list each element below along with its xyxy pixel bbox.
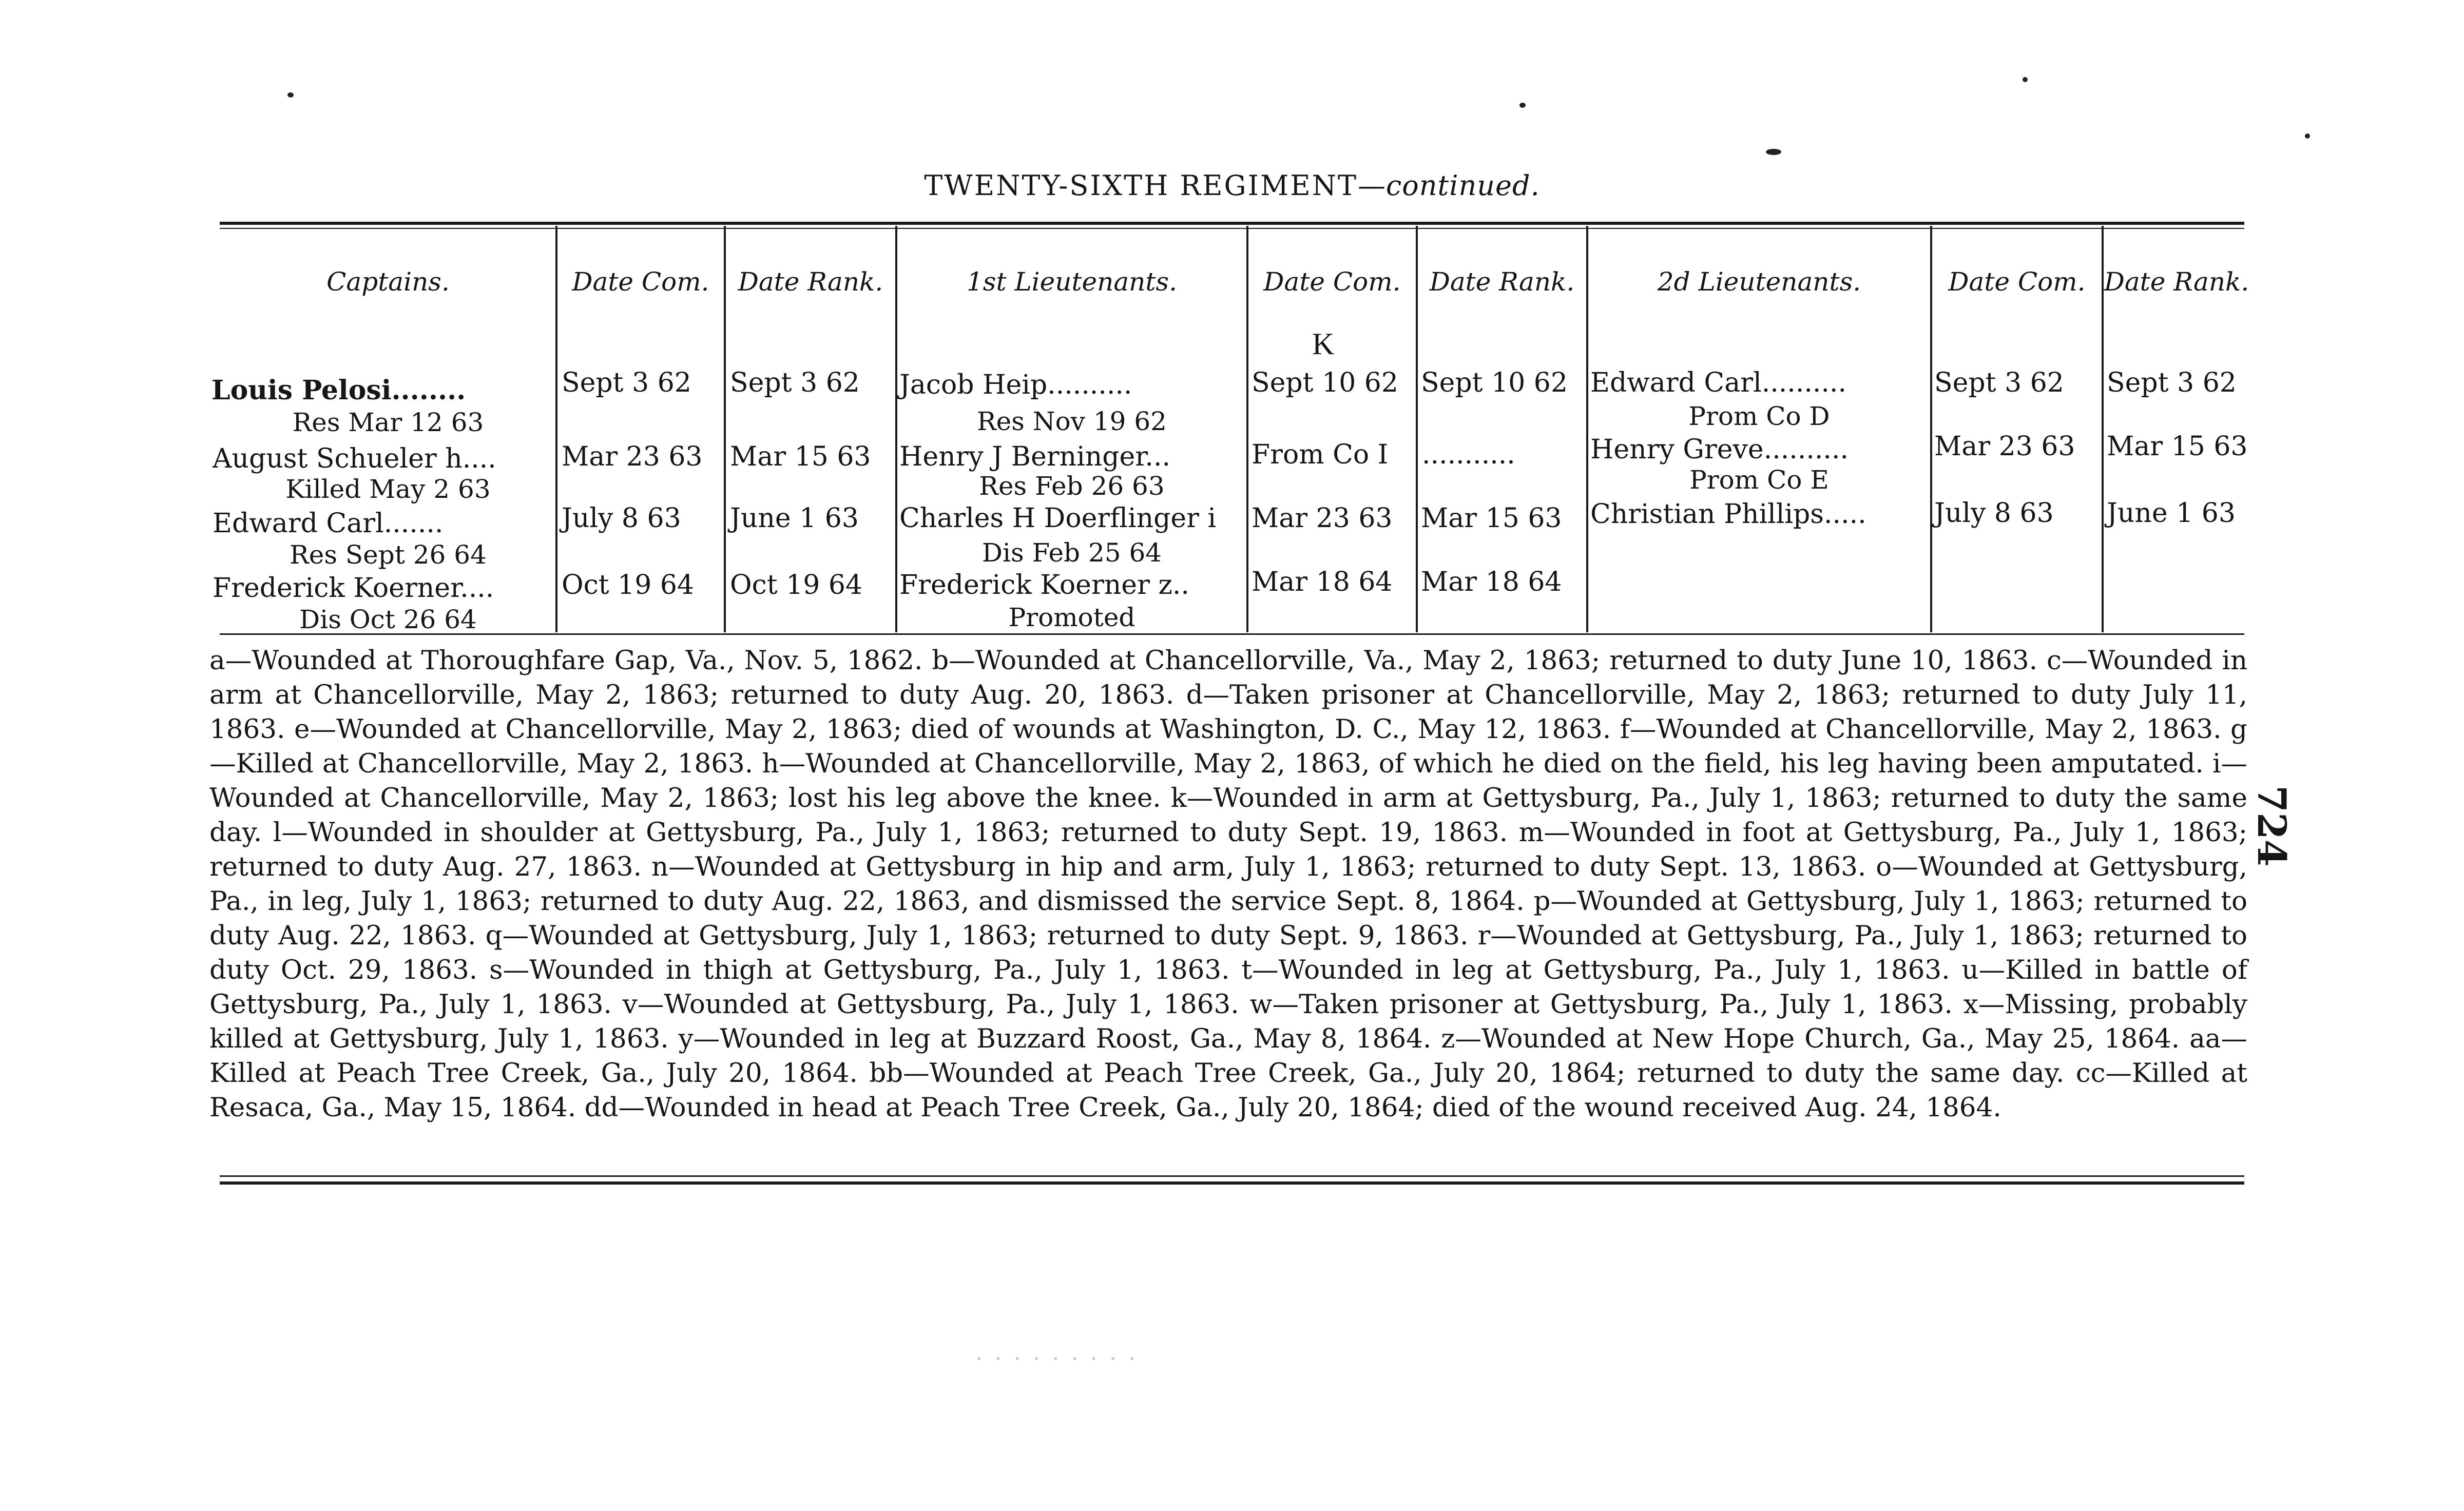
first-lieutenant-date-rank: Sept 10 62 <box>1421 367 1568 398</box>
captain-date-rank: Sept 3 62 <box>730 367 860 398</box>
first-lieutenant-note: Promoted <box>1008 603 1135 632</box>
first-lieutenant-name: Henry J Berninger... <box>899 441 1171 472</box>
header-date-rank-1: Date Rank. <box>738 267 883 297</box>
captain-name: Louis Pelosi........ <box>211 375 466 406</box>
first-lieutenant-date-com: From Co I <box>1252 439 1389 470</box>
header-date-com-3: Date Com. <box>1948 267 2086 297</box>
second-lieutenant-note: Prom Co E <box>1689 465 1829 495</box>
header-captains: Captains. <box>326 267 450 297</box>
captain-date-com: Mar 23 63 <box>562 441 703 472</box>
captain-date-rank: Mar 15 63 <box>730 441 871 472</box>
bleed-through-text: · · · · · · · · · <box>975 1345 1138 1372</box>
captain-date-com: Sept 3 62 <box>562 367 691 398</box>
second-lieutenant-date-com: Sept 3 62 <box>1934 367 2064 398</box>
first-lieutenant-name: Frederick Koerner z.. <box>899 570 1189 600</box>
table-bottom-rule <box>220 1175 2244 1177</box>
scan-speck <box>287 92 294 98</box>
first-lieutenant-note: Res Nov 19 62 <box>977 406 1167 436</box>
captain-note: Killed May 2 63 <box>285 474 491 504</box>
header-second-lieutenants: 2d Lieutenants. <box>1657 267 1861 297</box>
second-lieutenant-date-rank: Sept 3 62 <box>2107 367 2237 398</box>
first-lieutenant-date-rank: ........... <box>1422 439 1515 470</box>
captain-name: Frederick Koerner.... <box>213 573 494 604</box>
captain-note: Res Sept 26 64 <box>290 540 487 570</box>
first-lieutenant-date-com: Mar 18 64 <box>1252 567 1393 597</box>
captain-note: Res Mar 12 63 <box>292 408 484 437</box>
captain-date-rank: June 1 63 <box>730 503 859 534</box>
second-lieutenant-name: Edward Carl.......... <box>1590 367 1847 398</box>
first-lieutenant-date-rank: Mar 18 64 <box>1421 567 1562 597</box>
header-date-rank-3: Date Rank. <box>2104 267 2249 297</box>
second-lieutenant-name: Christian Phillips..... <box>1590 499 1866 530</box>
captain-note: Dis Oct 26 64 <box>299 605 477 634</box>
header-date-com-1: Date Com. <box>572 267 709 297</box>
first-lieutenant-date-rank: Mar 15 63 <box>1421 503 1562 534</box>
header-first-lieutenants: 1st Lieutenants. <box>967 267 1177 297</box>
table-bottom-rule-thick <box>220 1181 2244 1185</box>
first-lieutenant-date-com: Sept 10 62 <box>1252 367 1398 398</box>
second-lieutenant-name: Henry Greve.......... <box>1590 434 1849 465</box>
title-main: TWENTY-SIXTH REGIMENT <box>924 169 1358 202</box>
scan-speck <box>2305 133 2310 139</box>
captain-name: August Schueler h.... <box>213 443 496 474</box>
first-lieutenant-note: Dis Feb 25 64 <box>981 538 1162 568</box>
scan-speck <box>2023 77 2028 82</box>
second-lieutenant-date-com: Mar 23 63 <box>1934 431 2075 462</box>
captain-name: Edward Carl....... <box>213 508 444 539</box>
first-lieutenant-date-com: Mar 23 63 <box>1252 503 1393 534</box>
table-top-rule-thin <box>220 228 2244 229</box>
captain-date-com: Oct 19 64 <box>562 570 695 600</box>
second-lieutenant-date-rank: June 1 63 <box>2107 498 2236 529</box>
page-number: 724 <box>2249 785 2295 867</box>
header-date-rank-2: Date Rank. <box>1429 267 1575 297</box>
page-title <box>0 169 2464 202</box>
second-lieutenant-date-rank: Mar 15 63 <box>2107 431 2248 462</box>
captain-date-com: July 8 63 <box>562 503 681 534</box>
scan-speck <box>1766 149 1781 155</box>
header-date-com-2: Date Com. <box>1263 267 1401 297</box>
first-lieutenant-note: Res Feb 26 63 <box>979 471 1165 501</box>
second-lieutenant-date-com: July 8 63 <box>1934 498 2054 529</box>
footnotes: a—Wounded at Thoroughfare Gap, Va., Nov. 5, 1862. b—Wounded at Chancellorville, Va., May 2, 1863; returned to duty June 10, 1863. c—Wounded in arm at Chancellorville, May 2, 1863; returned to duty Aug. 20, 1863. d—Taken prisoner at Chancellorville, May 2, 1863; returned to duty July 11, 1863. e—Wounded at Chancellorville, May 2, 1863; died of wounds at Washington, D. C., May 12, 1863. f—Wounded at Chancellorville, May 2, 1863. g—Killed at Chancellorville, May 2, 1863. h—Wounded at Chancellorville, May 2, 1863, of which he died on the field, his leg having been amputated. i—Wounded at Chancellorville, May 2, 1863; lost his leg above the knee. k—Wounded in arm at Gettysburg, Pa., July 1, 1863; returned to duty the same day. l—Wounded in shoulder at Gettysburg, Pa., July 1, 1863; returned to duty Sept. 19, 1863. m—Wounded in foot at Gettysburg, Pa., July 1, 1863; returned to duty Aug. 27, 1863. n—Wounded at Gettysburg in hip and arm, July 1, 1863; returned to duty Sept. 13, 1863. o—Wounded at Gettysburg, Pa., in leg, July 1, 1863; returned to duty Aug. 22, 1863, and dismissed the service Sept. 8, 1864. p—Wounded at Gettysburg, July 1, 1863; returned to duty Aug. 22, 1863. q—Wounded at Gettysburg, July 1, 1863; returned to duty Sept. 9, 1863. r—Wounded at Gettysburg, Pa., July 1, 1863; returned to duty Oct. 29, 1863. s—Wounded in thigh at Gettysburg, Pa., July 1, 1863. t—Wounded in leg at Gettysburg, Pa., July 1, 1863. u—Killed in battle of Gettysburg, Pa., July 1, 1863. v—Wounded at Gettysburg, Pa., July 1, 1863. w—Taken prisoner at Gettysburg, Pa., July 1, 1863. x—Missing, probably killed at Gettysburg, July 1, 1863. y—Wounded in leg at Buzzard Roost, Ga., May 8, 1864. z—Wounded at New Hope Church, Ga., May 25, 1864. aa—Killed at Peach Tree Creek, Ga., July 20, 1864. bb—Wounded at Peach Tree Creek, Ga., July 20, 1864; returned to duty the same day. cc—Killed at Resaca, Ga., May 15, 1864. dd—Wounded in head at Peach Tree Creek, Ga., July 20, 1864; died of the wound received Aug. 24, 1864. <box>209 645 2247 1123</box>
scan-speck <box>1519 103 1526 108</box>
company-letter: K <box>1312 327 1335 361</box>
second-lieutenant-note: Prom Co D <box>1688 401 1830 431</box>
table-top-rule <box>220 222 2244 225</box>
captain-date-rank: Oct 19 64 <box>730 570 863 600</box>
first-lieutenant-name: Jacob Heip.......... <box>899 370 1132 400</box>
first-lieutenant-name: Charles H Doerflinger i <box>899 503 1217 534</box>
title-suffix: —continued. <box>1357 169 1540 202</box>
